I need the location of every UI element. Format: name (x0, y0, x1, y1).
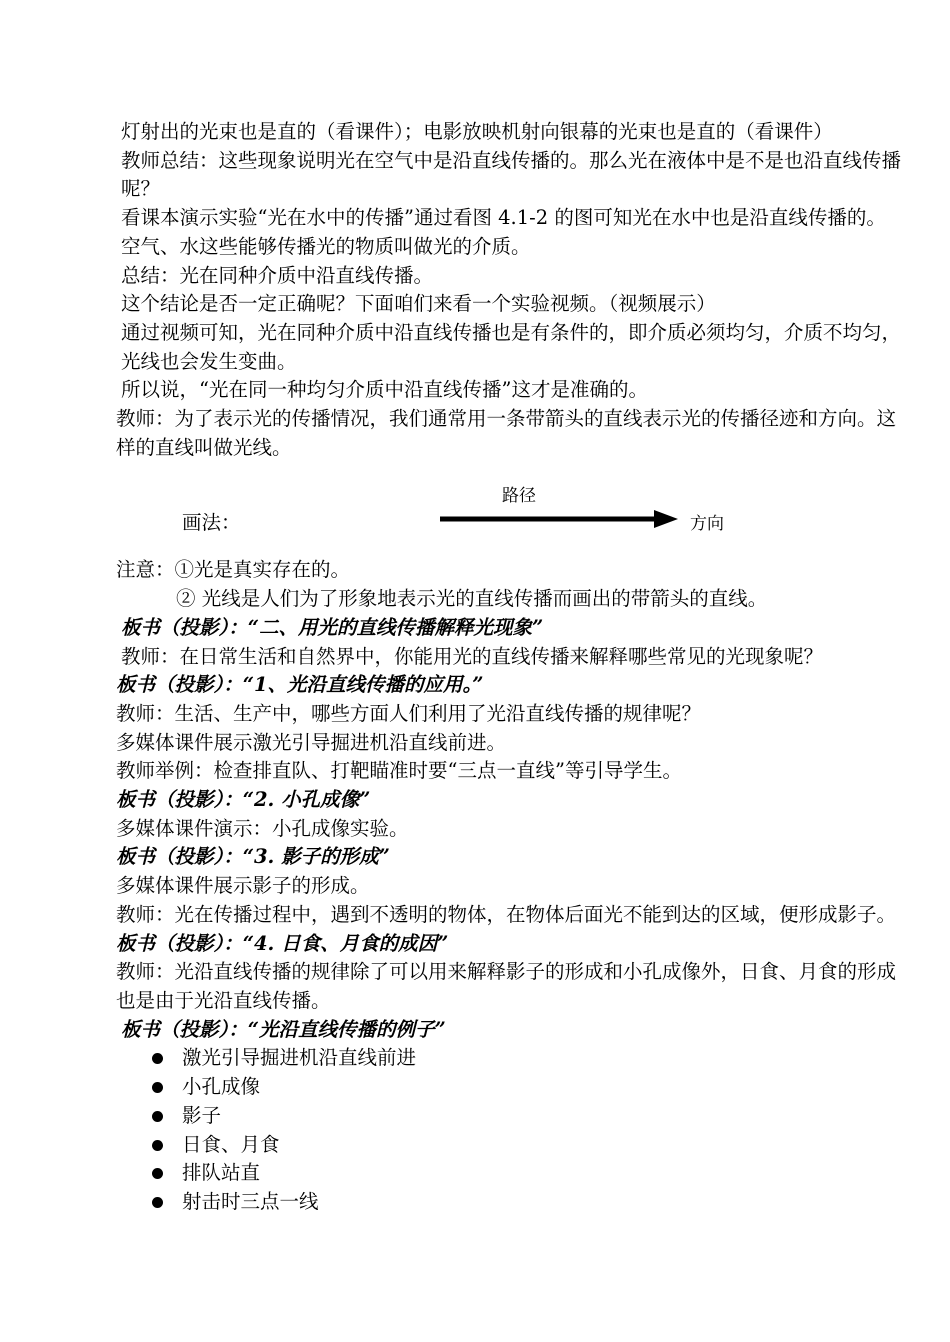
list-item-label: 小孔成像 (182, 1075, 261, 1099)
paragraph: 所以说，“光在同一种均匀介质中沿直线传播”这才是准确的。 (121, 378, 648, 402)
paragraph: 灯射出的光束也是直的（看课件）；电影放映机射向银幕的光束也是直的（看课件） (121, 120, 833, 143)
list-item (116, 1131, 911, 1160)
section-heading: 板书（投影）：“3. 影子的形成” (116, 845, 390, 869)
list-item-label: 排队站直 (182, 1161, 261, 1185)
paragraph: 教师：为了表示光的传播情况，我们通常用一条带箭头的直线表示光的传播径迹和方向。这样的直线叫做光线。 (116, 407, 897, 459)
section-heading: 板书（投影）：“二、用光的直线传播解释光现象” (121, 615, 544, 639)
paragraph: 这个结论是否一定正确呢？下面咱们来看一个实验视频。（视频展示） (121, 292, 716, 316)
bullet-icon (152, 1111, 163, 1122)
paragraph: 多媒体课件演示：小孔成像实验。 (116, 816, 409, 840)
document-body (116, 118, 911, 1217)
paragraph: 教师：在日常生活和自然界中，你能用光的直线传播来解释哪些常见的光现象呢？ (121, 644, 824, 668)
list-item (116, 1073, 911, 1102)
paragraph: 总结：光在同种介质中沿直线传播。 (121, 263, 434, 287)
section-heading: 板书（投影）：“2. 小孔成像” (116, 788, 371, 812)
list-item-label: 射击时三点一线 (182, 1189, 319, 1213)
paragraph: 教师举例：检查排直队、打靶瞄准时要“三点一直线”等引导学生。 (116, 759, 682, 783)
path-label: 路径 (502, 486, 536, 507)
paragraph: 看课本演示实验“光在水中的传播”通过看图 4.1-2 的图可知光在水中也是沿直线传播的。 (121, 206, 886, 230)
list-item-label: 激光引导掘进机沿直线前进 (182, 1046, 417, 1070)
section-heading: 板书（投影）：“1、光沿直线传播的应用。” (116, 673, 484, 697)
bullet-icon (152, 1197, 163, 1208)
draw-method-label: 画法： (182, 511, 241, 535)
paragraph: 教师：光在传播过程中，遇到不透明的物体，在物体后面光不能到达的区域，便形成影子。 (116, 902, 897, 926)
paragraph: 教师：光沿直线传播的规律除了可以用来解释影子的形成和小孔成像外，日食、月食的形成也是由于光沿直线传播。 (116, 960, 897, 1012)
list-item-label: 影子 (182, 1103, 222, 1127)
list-item (116, 1188, 911, 1217)
list-item (116, 1102, 911, 1131)
list-item (116, 1044, 911, 1073)
bullet-icon (152, 1053, 163, 1064)
paragraph: 通过视频可知，光在同种介质中沿直线传播也是有条件的，即介质必须均匀，介质不均匀，光线也会发生变曲。 (121, 320, 902, 373)
section-heading: 板书（投影）：“光沿直线传播的例子” (121, 1017, 446, 1041)
note-second: ② 光线是人们为了形象地表示光的直线传播而画出的带箭头的直线。 (176, 587, 768, 611)
examples-list (116, 1044, 911, 1216)
bullet-icon (152, 1168, 163, 1179)
bullet-icon (152, 1140, 163, 1151)
arrowhead-icon (654, 510, 678, 528)
section-heading: 板书（投影）：“4. 日食、月食的成因” (116, 931, 449, 955)
paragraph: 多媒体课件展示激光引导掘进机沿直线前进。 (116, 730, 507, 754)
paragraph: 多媒体课件展示影子的形成。 (116, 874, 370, 898)
bullet-icon (152, 1082, 163, 1093)
paragraph: 教师：生活、生产中，哪些方面人们利用了光沿直线传播的规律呢？ (116, 701, 702, 725)
note-first: 注意：①光是真实存在的。 (116, 558, 351, 582)
list-item-label: 日食、月食 (182, 1132, 280, 1156)
paragraph: 空气、水这些能够传播光的物质叫做光的介质。 (121, 234, 531, 258)
direction-label: 方向 (690, 514, 724, 535)
light-ray-arrow (436, 504, 686, 534)
light-ray-diagram (116, 488, 911, 556)
paragraph: 教师总结：这些现象说明光在空气中是沿直线传播的。那么光在液体中是不是也沿直线传播呢？ (121, 148, 902, 201)
list-item (116, 1159, 911, 1188)
